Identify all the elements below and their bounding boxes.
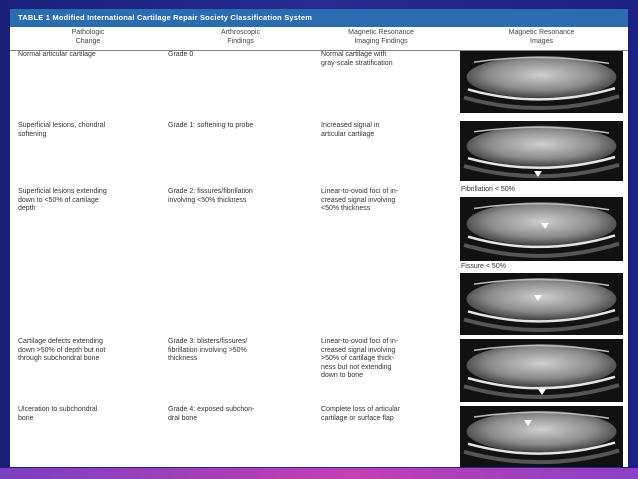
row-3-mri: Linear-to-ovoid foci of in- creased signal involving >50% of cartilage thick- ness but not extending down to bone — [321, 338, 399, 380]
row-1-mri: Increased signal in articular cartilage — [321, 122, 380, 138]
mri-image-grade-4-graphic — [460, 406, 623, 467]
mri-image-grade-0-graphic — [460, 51, 623, 113]
header-arthroscopic-findings: Arthroscopic Findings — [221, 29, 260, 45]
mri-image-grade-3-graphic — [460, 339, 623, 402]
row-0-mri: Normal cartilage with gray-scale stratification — [321, 51, 393, 67]
row-1-arthroscopic: Grade 1: softening to probe — [168, 122, 254, 129]
slide-bottom-bar — [0, 468, 638, 479]
row-4-pathologic: Ulceration to subchondral bone — [18, 406, 98, 422]
header-mri-images: Magnetic Resonance Images — [508, 29, 575, 45]
row-2-mri: Linear-to-ovoid foci of in- creased signal involving <50% thickness — [321, 188, 399, 213]
mri-image-fissure-graphic — [460, 273, 623, 335]
row-3-arthroscopic: Grade 3: blisters/fissures/ fibrillation involving >50% thickness — [168, 338, 248, 363]
mri-image-fibrillation — [460, 197, 623, 261]
row-3-pathologic: Cartilage defects extending down >50% of depth but not through subchondral bone — [18, 338, 106, 363]
row-0-pathologic: Normal articular cartilage — [18, 51, 96, 58]
mri-image-grade-4 — [460, 406, 623, 467]
mri-image-fissure — [460, 273, 623, 335]
mri-image-fibrillation-graphic — [460, 197, 623, 261]
mri-image-grade-0 — [460, 51, 623, 113]
mri-image-grade-3 — [460, 339, 623, 402]
row-4-arthroscopic: Grade 4: exposed subchon- dral bone — [168, 406, 255, 422]
document-page — [10, 9, 628, 467]
mri-image-grade-1 — [460, 121, 623, 181]
header-pathologic-change: Pathologic Change — [71, 29, 105, 45]
fissure-label: Fissure < 50% — [461, 263, 506, 270]
row-0-arthroscopic: Grade 0 — [168, 51, 194, 58]
row-2-arthroscopic: Grade 2: fissures/fibrillation involving <50% thickness — [168, 188, 253, 204]
row-2-pathologic: Superficial lesions extending down to <50% of cartilage depth — [18, 188, 107, 213]
row-4-mri: Complete loss of articular cartilage or surface flap — [321, 406, 400, 422]
row-1-pathologic: Superficial lesions, chondral softening — [18, 122, 106, 138]
table-title: TABLE 1 Modified International Cartilage Repair Society Classification System — [10, 9, 628, 27]
header-mri-findings: Magnetic Resonance Imaging Findings — [348, 29, 414, 45]
fibrillation-label: Fibrillation < 50% — [461, 186, 515, 193]
mri-image-grade-1-graphic — [460, 121, 623, 181]
